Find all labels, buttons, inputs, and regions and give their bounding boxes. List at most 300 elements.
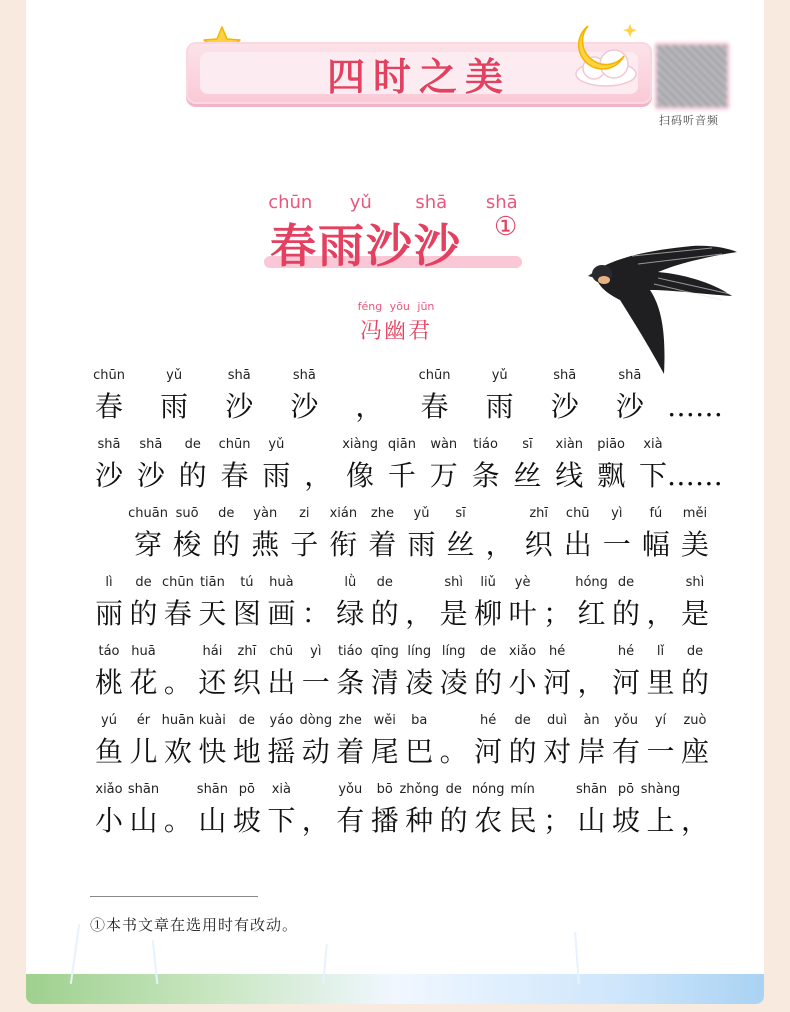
hanzi: ， bbox=[646, 597, 675, 630]
ruby-char bbox=[161, 644, 195, 713]
pinyin: tiáo bbox=[473, 437, 498, 452]
ruby-char bbox=[161, 713, 195, 782]
hanzi: ； bbox=[543, 804, 572, 837]
hanzi: 沙 bbox=[290, 390, 319, 423]
ruby-char bbox=[333, 575, 367, 644]
hanzi: ， bbox=[485, 528, 514, 561]
hanzi: 下 bbox=[267, 804, 296, 837]
hanzi: 雨 bbox=[407, 528, 436, 561]
hanzi: 织 bbox=[524, 528, 553, 561]
hanzi: 对 bbox=[543, 735, 572, 768]
hanzi: 雨 bbox=[262, 459, 291, 492]
ruby-char bbox=[92, 368, 126, 437]
pinyin: huān bbox=[161, 713, 195, 728]
qr-label: 扫码听音频 bbox=[659, 114, 719, 127]
ruby-char bbox=[176, 437, 210, 506]
pinyin: zhe bbox=[370, 506, 394, 521]
pinyin: tú bbox=[240, 575, 254, 590]
hanzi: …… bbox=[666, 459, 723, 492]
text-line bbox=[92, 368, 723, 437]
hanzi: 是 bbox=[439, 597, 468, 630]
pinyin: xià bbox=[643, 437, 663, 452]
hanzi: 着 bbox=[336, 735, 365, 768]
pinyin: xiàng bbox=[342, 437, 378, 452]
ruby-char bbox=[259, 437, 293, 506]
ruby-char bbox=[368, 575, 402, 644]
hanzi: 地 bbox=[232, 735, 261, 768]
hanzi: 山 bbox=[129, 804, 158, 837]
hanzi: 山 bbox=[577, 804, 606, 837]
pinyin: líng bbox=[441, 644, 466, 659]
ruby-char bbox=[678, 644, 712, 713]
hanzi: 座 bbox=[680, 735, 709, 768]
pinyin: shān bbox=[196, 782, 229, 797]
ruby-char bbox=[402, 644, 436, 713]
ruby-char bbox=[301, 437, 335, 506]
ruby-char bbox=[126, 575, 160, 644]
hanzi: 的 bbox=[508, 735, 537, 768]
ruby-char bbox=[368, 644, 402, 713]
ruby-char bbox=[437, 782, 471, 851]
ruby-char bbox=[540, 644, 574, 713]
ruby-char bbox=[405, 506, 439, 575]
hanzi: 凌 bbox=[439, 666, 468, 699]
ruby-char bbox=[666, 437, 723, 506]
pinyin: shā bbox=[553, 368, 577, 383]
ruby-char bbox=[170, 506, 204, 575]
ruby-char bbox=[92, 782, 126, 851]
hanzi: 飘 bbox=[597, 459, 626, 492]
pinyin: chūn bbox=[93, 368, 125, 383]
pinyin: shàng bbox=[640, 782, 681, 797]
pinyin: zhǒng bbox=[399, 782, 439, 797]
ruby-char bbox=[437, 644, 471, 713]
ruby-char bbox=[343, 437, 377, 506]
pinyin: de bbox=[445, 782, 462, 797]
hanzi: 出 bbox=[267, 666, 296, 699]
hanzi: 坡 bbox=[612, 804, 641, 837]
ruby-char bbox=[299, 713, 333, 782]
pinyin: yǒu bbox=[614, 713, 638, 728]
ruby-char bbox=[157, 368, 191, 437]
hanzi: 小 bbox=[508, 666, 537, 699]
hanzi: 丝 bbox=[513, 459, 542, 492]
ruby-char bbox=[402, 713, 436, 782]
pinyin: qīng bbox=[370, 644, 399, 659]
pinyin: yè bbox=[514, 575, 531, 590]
hanzi: 沙 bbox=[550, 390, 579, 423]
hanzi: 的 bbox=[612, 597, 641, 630]
ruby-char bbox=[678, 506, 712, 575]
hanzi: 沙 bbox=[615, 390, 644, 423]
ruby-char bbox=[402, 575, 436, 644]
hanzi: 柳 bbox=[474, 597, 503, 630]
ruby-char bbox=[368, 782, 402, 851]
pinyin: tiān bbox=[199, 575, 225, 590]
hanzi: 美 bbox=[680, 528, 709, 561]
hanzi: 春 bbox=[163, 597, 192, 630]
hanzi: 小 bbox=[94, 804, 123, 837]
pinyin: yǒu bbox=[338, 782, 363, 797]
pinyin: chū bbox=[565, 506, 590, 521]
ruby-char bbox=[287, 368, 321, 437]
body-text bbox=[92, 368, 723, 851]
hanzi: 的 bbox=[178, 459, 207, 492]
hanzi: ， bbox=[355, 390, 384, 423]
hanzi: 子 bbox=[290, 528, 319, 561]
pinyin: chuān bbox=[128, 506, 168, 521]
hanzi: 条 bbox=[336, 666, 365, 699]
ruby-char bbox=[552, 437, 586, 506]
ruby-char bbox=[92, 506, 126, 575]
hanzi: 千 bbox=[387, 459, 416, 492]
ruby-char bbox=[299, 575, 333, 644]
author-pinyin: féng yōu jūn bbox=[357, 300, 435, 313]
ruby-char bbox=[161, 575, 195, 644]
pinyin: hé bbox=[548, 644, 566, 659]
ruby-char bbox=[548, 368, 582, 437]
pinyin: chū bbox=[269, 644, 294, 659]
pinyin: wàn bbox=[430, 437, 458, 452]
pinyin: zuò bbox=[683, 713, 707, 728]
ruby-char bbox=[644, 575, 678, 644]
hanzi: 凌 bbox=[405, 666, 434, 699]
hanzi: 的 bbox=[212, 528, 241, 561]
pinyin: nóng bbox=[471, 782, 505, 797]
ruby-char bbox=[609, 713, 643, 782]
pinyin: xiǎo bbox=[95, 782, 123, 797]
footnote-divider bbox=[90, 896, 258, 897]
ruby-char bbox=[506, 713, 540, 782]
pinyin: bō bbox=[376, 782, 393, 797]
hanzi: 种 bbox=[405, 804, 434, 837]
ruby-char bbox=[639, 506, 673, 575]
bottom-scenery bbox=[26, 974, 764, 1004]
ruby-char bbox=[126, 644, 160, 713]
pinyin: duì bbox=[547, 713, 568, 728]
pinyin: měi bbox=[682, 506, 708, 521]
pinyin: yǔ bbox=[268, 437, 285, 452]
ruby-char bbox=[510, 437, 544, 506]
ruby-char bbox=[365, 506, 399, 575]
ruby-char bbox=[540, 782, 574, 851]
hanzi: …… bbox=[666, 390, 723, 423]
hanzi: 农 bbox=[474, 804, 503, 837]
text-line bbox=[92, 644, 712, 713]
hanzi: 尾 bbox=[370, 735, 399, 768]
section-title: 四时之美 bbox=[326, 54, 511, 99]
pinyin: de bbox=[480, 644, 497, 659]
ruby-char bbox=[575, 782, 609, 851]
hanzi: 里 bbox=[646, 666, 675, 699]
hanzi: 燕 bbox=[251, 528, 280, 561]
hanzi: 绿 bbox=[336, 597, 365, 630]
ruby-char bbox=[333, 713, 367, 782]
hanzi: 幅 bbox=[641, 528, 670, 561]
hanzi: 春 bbox=[420, 390, 449, 423]
pinyin: shā bbox=[97, 437, 121, 452]
hanzi: 河 bbox=[543, 666, 572, 699]
ruby-char bbox=[195, 644, 229, 713]
hanzi: 儿 bbox=[129, 735, 158, 768]
pinyin: xiàn bbox=[555, 437, 584, 452]
hanzi: 清 bbox=[370, 666, 399, 699]
ruby-char bbox=[575, 713, 609, 782]
ruby-char bbox=[230, 782, 264, 851]
hanzi: 梭 bbox=[173, 528, 202, 561]
ruby-char bbox=[92, 644, 126, 713]
hanzi: 桃 bbox=[94, 666, 123, 699]
hanzi: 摇 bbox=[267, 735, 296, 768]
swallow-icon bbox=[562, 238, 742, 378]
ruby-char bbox=[222, 368, 256, 437]
hanzi: 一 bbox=[602, 528, 631, 561]
hanzi: 丝 bbox=[446, 528, 475, 561]
hanzi: ， bbox=[577, 666, 606, 699]
ruby-char bbox=[264, 782, 298, 851]
text-line bbox=[92, 713, 712, 782]
pinyin: tiáo bbox=[337, 644, 363, 659]
pinyin: de bbox=[218, 506, 235, 521]
ruby-char bbox=[195, 575, 229, 644]
ruby-char bbox=[594, 437, 628, 506]
hanzi: 一 bbox=[646, 735, 675, 768]
hanzi: 红 bbox=[577, 597, 606, 630]
ruby-char bbox=[437, 713, 471, 782]
hanzi: 像 bbox=[346, 459, 375, 492]
hanzi: 巴 bbox=[405, 735, 434, 768]
pinyin: yì bbox=[611, 506, 623, 521]
hanzi: ， bbox=[301, 804, 330, 837]
pinyin: yí bbox=[654, 713, 667, 728]
ruby-char bbox=[506, 644, 540, 713]
ruby-char bbox=[333, 644, 367, 713]
ruby-char bbox=[613, 368, 647, 437]
ruby-char bbox=[644, 713, 678, 782]
footnote: ①本书文章在选用时有改动。 bbox=[90, 916, 299, 934]
pinyin: shì bbox=[685, 575, 705, 590]
hanzi: 山 bbox=[198, 804, 227, 837]
pinyin: zi bbox=[299, 506, 310, 521]
hanzi: 沙 bbox=[225, 390, 254, 423]
hanzi: 河 bbox=[612, 666, 641, 699]
hanzi: 出 bbox=[563, 528, 592, 561]
pinyin: de bbox=[686, 644, 704, 659]
author-name: 冯幽君 bbox=[359, 319, 432, 344]
hanzi: 下 bbox=[638, 459, 667, 492]
ruby-char bbox=[483, 506, 517, 575]
pinyin: sī bbox=[522, 437, 533, 452]
ruby-char bbox=[326, 506, 360, 575]
pinyin: shā bbox=[227, 368, 251, 383]
pinyin: hóng bbox=[575, 575, 608, 590]
pinyin: xiǎo bbox=[509, 644, 537, 659]
pinyin: zhī bbox=[529, 506, 549, 521]
pinyin: yàn bbox=[253, 506, 278, 521]
pinyin: lì bbox=[105, 575, 113, 590]
title-pinyin-syllable: yǔ bbox=[349, 192, 372, 213]
hanzi: 的 bbox=[439, 804, 468, 837]
pinyin: huā bbox=[131, 644, 156, 659]
pinyin: pō bbox=[238, 782, 255, 797]
pinyin: ér bbox=[136, 713, 151, 728]
pinyin: chūn bbox=[418, 368, 451, 383]
hanzi: 雨 bbox=[485, 390, 514, 423]
page bbox=[26, 0, 764, 1004]
ruby-char bbox=[368, 713, 402, 782]
ruby-char bbox=[522, 506, 556, 575]
ruby-char bbox=[469, 437, 503, 506]
hanzi: 播 bbox=[370, 804, 399, 837]
ruby-char bbox=[399, 782, 439, 851]
ruby-char bbox=[385, 437, 419, 506]
ruby-char bbox=[600, 506, 634, 575]
pinyin: líng bbox=[407, 644, 432, 659]
hanzi: 还 bbox=[198, 666, 227, 699]
pinyin: chūn bbox=[162, 575, 194, 590]
hanzi: 画 bbox=[267, 597, 296, 630]
title-pinyin-syllable: shā bbox=[415, 192, 448, 213]
pinyin: àn bbox=[583, 713, 600, 728]
ruby-char bbox=[437, 575, 471, 644]
hanzi: ； bbox=[543, 597, 572, 630]
hanzi: 是 bbox=[680, 597, 709, 630]
hanzi: 。 bbox=[439, 735, 468, 768]
title-pinyin-syllable: chūn bbox=[268, 192, 313, 213]
ruby-char bbox=[471, 782, 505, 851]
ruby-char bbox=[209, 506, 243, 575]
hanzi: 岸 bbox=[577, 735, 606, 768]
ruby-char bbox=[506, 575, 540, 644]
hanzi: 沙 bbox=[94, 459, 123, 492]
qr-code[interactable] bbox=[654, 42, 730, 110]
ruby-char bbox=[248, 506, 282, 575]
pinyin: lǐ bbox=[656, 644, 665, 659]
pinyin: de bbox=[135, 575, 152, 590]
pinyin: zhe bbox=[338, 713, 362, 728]
hanzi: ， bbox=[680, 804, 709, 837]
pinyin: pō bbox=[617, 782, 635, 797]
pinyin: shā bbox=[139, 437, 163, 452]
ruby-char bbox=[471, 575, 505, 644]
ruby-char bbox=[540, 575, 574, 644]
pinyin: kuài bbox=[198, 713, 226, 728]
pinyin: yǔ bbox=[491, 368, 508, 383]
ruby-char bbox=[92, 575, 126, 644]
moon-cloud-icon bbox=[566, 16, 646, 96]
ruby-char bbox=[195, 713, 229, 782]
hanzi: 线 bbox=[555, 459, 584, 492]
ruby-char bbox=[678, 713, 712, 782]
hanzi: 的 bbox=[474, 666, 503, 699]
pinyin: shā bbox=[618, 368, 642, 383]
hanzi: 着 bbox=[368, 528, 397, 561]
ruby-char bbox=[92, 713, 126, 782]
hanzi: 。 bbox=[163, 804, 192, 837]
hanzi: 万 bbox=[429, 459, 458, 492]
ruby-char bbox=[287, 506, 321, 575]
pinyin: de bbox=[184, 437, 201, 452]
ruby-char bbox=[640, 782, 681, 851]
hanzi: ， bbox=[405, 597, 434, 630]
pinyin: ba bbox=[411, 713, 428, 728]
ruby-char bbox=[609, 782, 643, 851]
hanzi: 动 bbox=[301, 735, 330, 768]
pinyin: zhī bbox=[237, 644, 257, 659]
text-line bbox=[92, 575, 712, 644]
hanzi: ： bbox=[301, 597, 330, 630]
pinyin: de bbox=[514, 713, 531, 728]
hanzi: 花 bbox=[129, 666, 158, 699]
hanzi: 条 bbox=[471, 459, 500, 492]
ruby-char bbox=[678, 575, 712, 644]
ruby-char bbox=[128, 506, 168, 575]
pinyin: yǔ bbox=[413, 506, 430, 521]
ruby-char bbox=[352, 368, 386, 437]
hanzi: 织 bbox=[232, 666, 261, 699]
ruby-char bbox=[126, 713, 160, 782]
hanzi: 叶 bbox=[508, 597, 537, 630]
pinyin: xián bbox=[329, 506, 358, 521]
ruby-char bbox=[418, 368, 452, 437]
ruby-char bbox=[678, 782, 712, 851]
pinyin: de bbox=[238, 713, 255, 728]
ruby-char bbox=[540, 713, 574, 782]
hanzi: 欢 bbox=[163, 735, 192, 768]
hanzi: 春 bbox=[94, 390, 123, 423]
ruby-char bbox=[195, 782, 229, 851]
ruby-char bbox=[161, 782, 195, 851]
hanzi: 有 bbox=[612, 735, 641, 768]
hanzi: 的 bbox=[129, 597, 158, 630]
hanzi: 坡 bbox=[232, 804, 261, 837]
pinyin: hái bbox=[202, 644, 223, 659]
pinyin: liǔ bbox=[480, 575, 496, 590]
pinyin: mín bbox=[510, 782, 535, 797]
ruby-char bbox=[218, 437, 252, 506]
hanzi: 民 bbox=[508, 804, 537, 837]
ruby-char bbox=[264, 644, 298, 713]
pinyin: sī bbox=[455, 506, 466, 521]
ruby-char bbox=[575, 575, 609, 644]
ruby-char bbox=[92, 437, 126, 506]
ruby-char bbox=[333, 782, 367, 851]
hanzi: 的 bbox=[370, 597, 399, 630]
ruby-char bbox=[609, 644, 643, 713]
title-pinyin-syllable: shā bbox=[485, 192, 518, 213]
pinyin: shì bbox=[444, 575, 463, 590]
hanzi: ， bbox=[304, 459, 333, 492]
ruby-char bbox=[427, 437, 461, 506]
ruby-char bbox=[471, 713, 505, 782]
hanzi: 一 bbox=[301, 666, 330, 699]
pinyin: de bbox=[617, 575, 635, 590]
text-line bbox=[92, 506, 712, 575]
hanzi: 上 bbox=[646, 804, 675, 837]
ruby-char bbox=[230, 713, 264, 782]
lesson-title: 春雨沙沙 bbox=[270, 219, 462, 273]
ruby-char bbox=[561, 506, 595, 575]
pinyin: yú bbox=[101, 713, 117, 728]
text-line bbox=[92, 782, 712, 851]
ruby-char bbox=[471, 644, 505, 713]
hanzi: 沙 bbox=[136, 459, 165, 492]
hanzi: 有 bbox=[336, 804, 365, 837]
pinyin: suō bbox=[175, 506, 199, 521]
ruby-char bbox=[644, 644, 678, 713]
ruby-char bbox=[126, 782, 160, 851]
hanzi: 的 bbox=[680, 666, 709, 699]
